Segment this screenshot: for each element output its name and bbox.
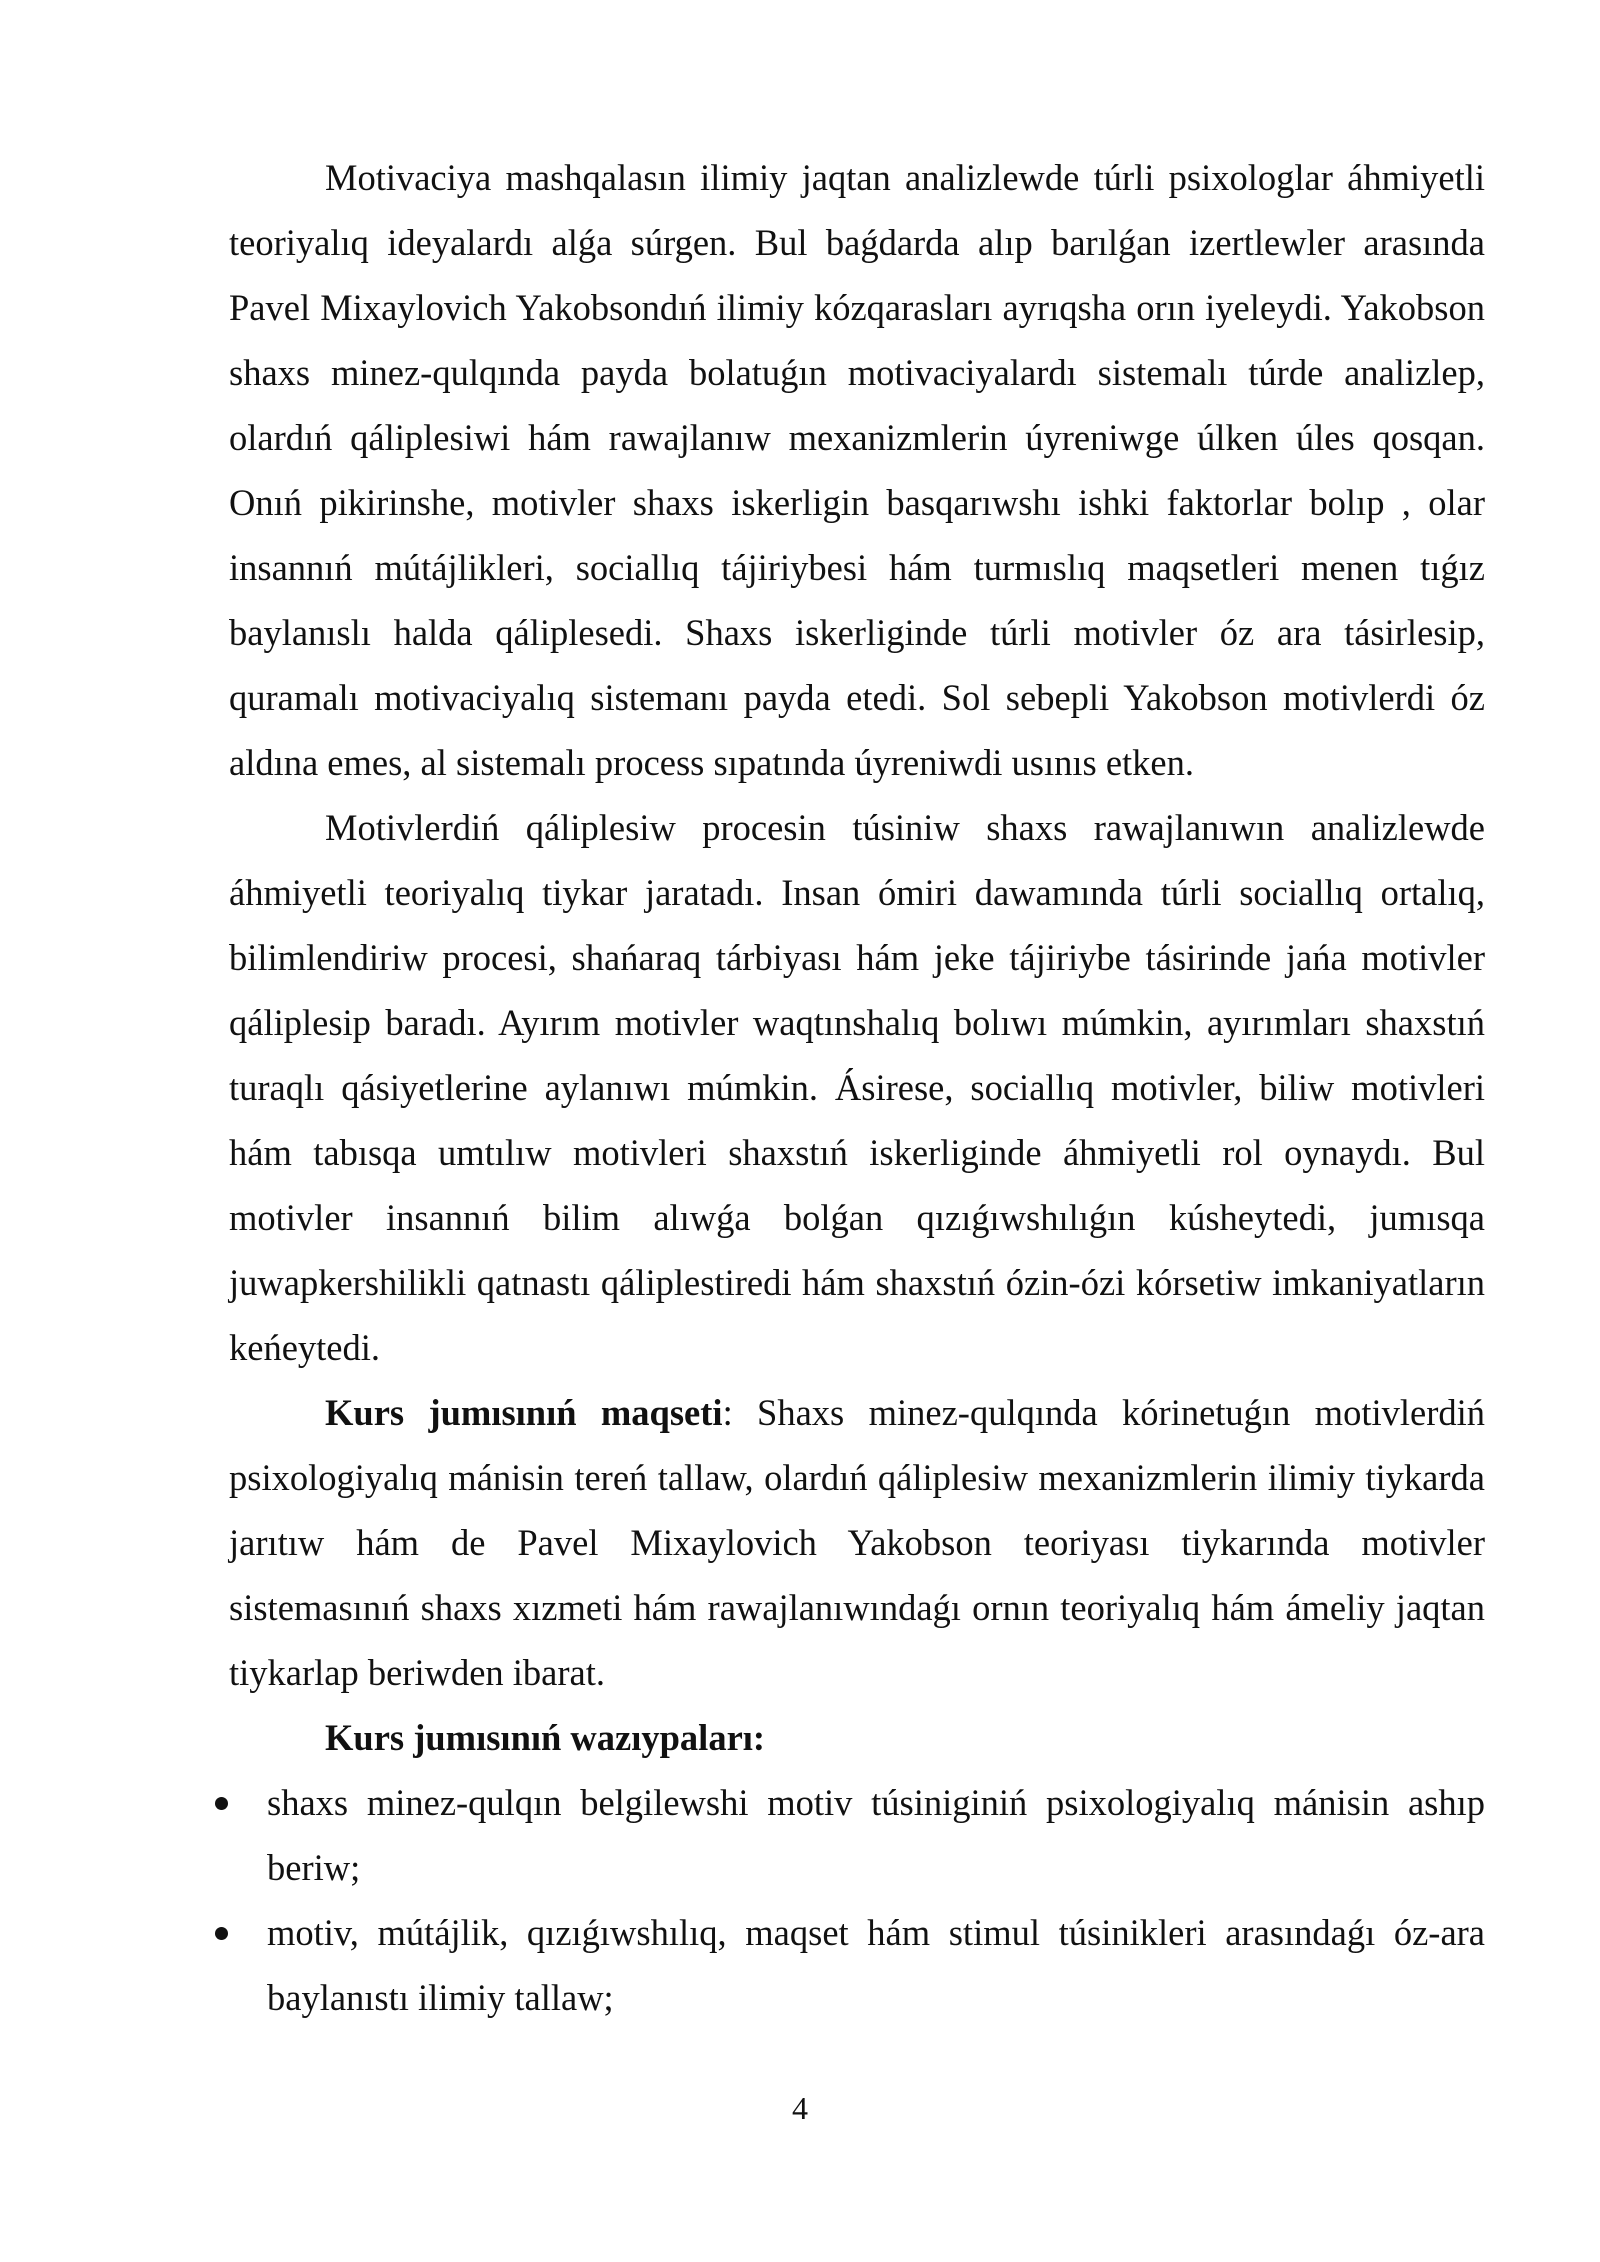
task-text: shaxs minez-qulqın belgilewshi motiv túsiniginiń psixologiyalıq mánisin ashıp beriw; [267, 1782, 1485, 1888]
bullet-icon [215, 1927, 228, 1940]
page-number: 4 [792, 2090, 808, 2126]
task-text: motiv, mútájlik, qızıǵıwshılıq, maqset hám stimul túsinikleri arasındaǵı óz-ara baylanıstı ilimiy tallaw; [267, 1912, 1485, 2018]
list-item [229, 1770, 1485, 1900]
course-goal-label: Kurs jumısınıń maqseti [325, 1392, 723, 1433]
paragraph-motive-formation: Motivlerdiń qáliplesiw procesin túsiniw shaxs rawajlanıwın analizlewde áhmiyetli teoriyalıq tiykar jaratadı. Insan ómiri dawamında túrli sociallıq ortalıq, bilimlendiriw procesi, shańaraq tárbiyası hám jeke tájiriybe tásirinde jańa motivler qáliplesip baradı. Ayırım motivler waqtınshalıq bolıwı múmkin, ayırımları shaxstıń turaqlı qásiyetlerine aylanıwı múmkin. Ásirese, sociallıq motivler, biliw motivleri hám tabısqa umtılıw motivleri shaxstıń iskerliginde áhmiyetli rol oynaydı. Bul motivler insannıń bilim alıwǵa bolǵan qızıǵıwshılıǵın kúsheytedi, jumısqa juwapkershilikli qatnastı qáliplestiredi hám shaxstıń ózin-ózi kórsetiw imkaniyatların keńeytedi. [229, 807, 1485, 1368]
paragraph-course-goal [229, 1380, 1485, 1705]
document-page [229, 145, 1485, 2030]
bullet-icon [215, 1797, 228, 1810]
course-tasks-list [229, 1770, 1485, 2030]
paragraph-motivation-analysis: Motivaciya mashqalasın ilimiy jaqtan analizlewde túrli psixologlar áhmiyetli teoriyalıq ideyalardı alǵa súrgen. Bul baǵdarda alıp barılǵan izertlewler arasında Pavel Mixaylovich Yakobsondıń ilimiy kózqarasları ayrıqsha orın iyeleydi. Yakobson shaxs minez-qulqında payda bolatuǵın motivaciyalardı sistemalı túrde analizlep, olardıń qáliplesiwi hám rawajlanıw mexanizmlerin úyreniwge úlken úles qosqan. Onıń pikirinshe, motivler shaxs iskerligin basqarıwshı ishki faktorlar bolıp , olar insannıń mútájlikleri, sociallıq tájiriybesi hám turmıslıq maqsetleri menen tıǵız baylanıslı halda qáliplesedi. Shaxs iskerliginde túrli motivler óz ara tásirlesip, quramalı motivaciyalıq sistemanı payda etedi. Sol sebepli Yakobson motivlerdi óz aldına emes, al sistemalı process sıpatında úyreniwdi usınıs etken. [229, 157, 1485, 783]
list-item [229, 1900, 1485, 2030]
course-tasks-heading: Kurs jumısınıń wazıypaları: [325, 1717, 766, 1758]
course-goal-text: : Shaxs minez-qulqında kórinetuǵın motivlerdiń psixologiyalıq mánisin tereń tallaw, olardıń qáliplesiw mexanizmlerin ilimiy tiykarda jarıtıw hám de Pavel Mixaylovich Yakobson teoriyası tiykarında motivler sistemasınıń shaxs xızmeti hám rawajlanıwındaǵı ornın teoriyalıq hám ámeliy jaqtan tiykarlap beriwden ibarat. [229, 1392, 1485, 1693]
